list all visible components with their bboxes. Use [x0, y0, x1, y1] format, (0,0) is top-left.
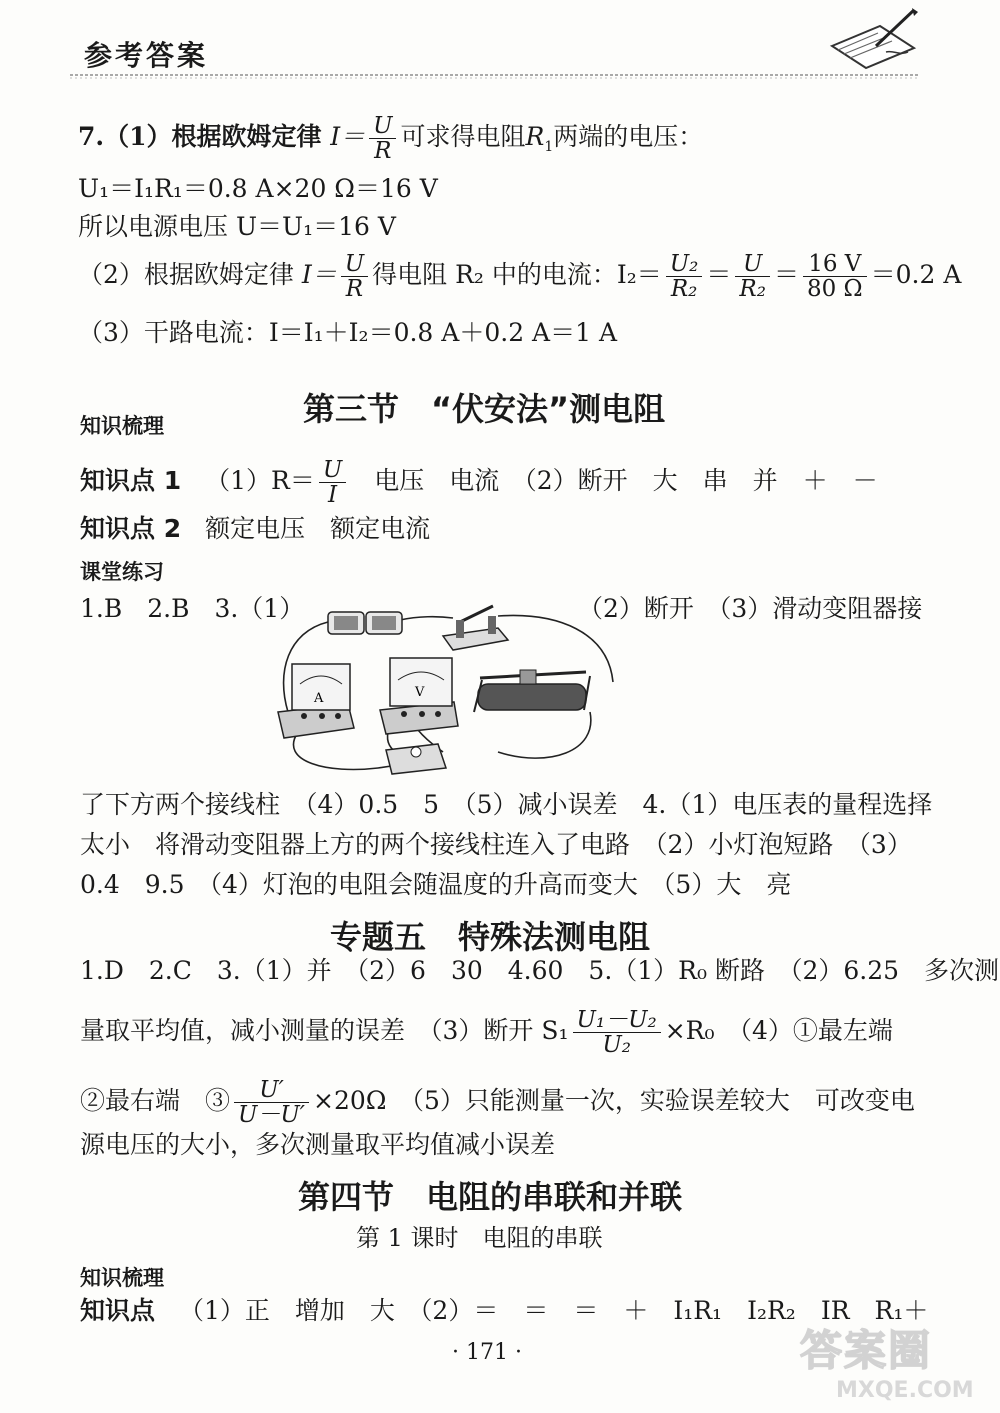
watermark-url: MXQE.COM: [836, 1378, 974, 1403]
t5-l2-b: ×R₀ （4）①最左端: [664, 1016, 893, 1045]
frac-denominator: I: [327, 482, 338, 508]
kp1-b: 电压 电流 （2）断开 大 串 并 ＋ －: [374, 466, 878, 495]
notebook-pen-icon: [826, 6, 922, 72]
q7-end: 两端的电压：: [553, 122, 704, 151]
voltmeter-icon: [380, 658, 458, 734]
frac-numerator: U: [735, 252, 770, 277]
s3-text-2: 太小 将滑动变阻器上方的两个接线柱连入了电路 （2）小灯泡短路 （3）: [80, 830, 912, 859]
value-fraction: [803, 252, 867, 301]
t5-l3-a: ②最右端 ③: [80, 1086, 231, 1115]
voltmeter-label: V: [415, 685, 425, 700]
kp1-line: [80, 458, 878, 507]
frac-denominator: R: [374, 138, 392, 164]
s3-text-1: 了下方两个接线柱 （4）0.5 5 （5）减小误差 4.（1）电压表的量程选择: [80, 790, 933, 819]
q7-suffix: 可求得电阻: [400, 122, 526, 151]
r-u-i-fraction: [319, 458, 346, 507]
battery-icon: [328, 612, 402, 634]
section4-zhishi: 知识梳理: [80, 1266, 164, 1290]
u2-r2-fraction: [666, 252, 703, 301]
q7-p2-mid: 得电阻 R₂ 中的电流：I₂＝: [372, 260, 662, 289]
t5-l2-a: 量取平均值，减小测量的误差 （3）断开 S₁: [80, 1016, 569, 1045]
kp2-label: 知识点 2: [80, 514, 182, 543]
s4-kp-label: 知识点: [80, 1296, 156, 1325]
t5-l3-b: ×20Ω （5）只能测量一次，实验误差较大 可改变电: [313, 1086, 915, 1115]
topic5-title: 专题五 特殊法测电阻: [330, 918, 651, 956]
eq-sign: ＝: [773, 260, 799, 289]
u-prime-fraction: [234, 1078, 309, 1127]
q7-line-1: [78, 114, 703, 163]
page-number: 171: [466, 1340, 508, 1365]
q7-line-5: （3）干路电流：I＝I₁＋I₂＝0.8 A＋0.2 A＝1 A: [78, 318, 618, 347]
header-title: 参考答案: [84, 39, 209, 72]
page-number-line: [452, 1340, 522, 1365]
q7-line-3: 所以电源电压 U＝U₁＝16 V: [78, 212, 396, 241]
t5-line-4: 源电压的大小，多次测量取平均值减小误差: [80, 1130, 556, 1159]
t5-line-3: [80, 1078, 915, 1127]
frac-numerator: U: [369, 114, 396, 139]
frac-numerator: U: [319, 458, 346, 483]
lamp-icon: [386, 744, 446, 774]
q7-I: I＝: [330, 122, 366, 151]
frac-denominator: 80 Ω: [806, 276, 863, 302]
kp2-line: [80, 514, 430, 544]
section4-subtitle: 第 1 课时 电阻的串联: [356, 1224, 603, 1252]
t5-line-1: 1.D 2.C 3.（1）并 （2）6 30 4.60 5.（1）R₀ 断路 （2）6.25 多次测: [80, 956, 1000, 985]
frac-denominator: U₂: [602, 1032, 631, 1058]
u1-u2-fraction: [573, 1008, 661, 1057]
frac-numerator: U₁－U₂: [573, 1008, 661, 1033]
section4-title: 第四节 电阻的串联和并联: [298, 1178, 683, 1216]
s3-ans-right: （2）断开 （3）滑动变阻器接: [578, 594, 923, 623]
s3-ans-left: 1.B 2.B 3.（1）: [80, 594, 305, 623]
q7-prefix: 7.（1）根据欧姆定律: [78, 122, 331, 151]
kp1-a: （1）R＝: [205, 466, 315, 495]
q7-p2-I: I＝: [301, 260, 337, 289]
q7-p2-prefix: （2）根据欧姆定律: [78, 260, 302, 289]
frac-denominator: R: [345, 276, 364, 302]
s3-text-3: 0.4 9.5 （4）灯泡的电阻会随温度的升高而变大 （5）大 亮: [80, 870, 792, 899]
q7-line-4: [78, 252, 961, 301]
page-dot-right: ·: [515, 1340, 522, 1365]
t5-line-2: [80, 1008, 893, 1057]
frac-numerator: U₂: [666, 252, 703, 277]
section3-zhishi: 知识梳理: [80, 414, 164, 438]
q7-line-2: U₁＝I₁R₁＝0.8 A×20 Ω＝16 V: [78, 174, 438, 203]
section3-title: 第三节 “伏安法”测电阻: [303, 390, 666, 428]
header-divider: [70, 72, 920, 80]
circuit-diagram: [268, 592, 618, 780]
switch-icon: [443, 606, 508, 650]
page-dot-left: ·: [452, 1340, 459, 1365]
rheostat-icon: [474, 670, 590, 712]
frac-numerator: U′: [234, 1078, 309, 1103]
frac-denominator: R₂: [739, 276, 766, 302]
q7-R1-sub: 1: [544, 139, 554, 155]
watermark-logo: 答案圈: [800, 1326, 933, 1375]
eq-sign: ＝: [706, 260, 732, 289]
section3-ketang: 课堂练习: [80, 560, 164, 584]
frac-denominator: U－U′: [238, 1102, 306, 1128]
frac-denominator: R₂: [670, 276, 698, 302]
frac-numerator: U: [341, 252, 368, 277]
kp1-label: 知识点 1: [80, 466, 182, 495]
ohm-law-fraction: [369, 114, 396, 163]
q7-p2-end: ＝0.2 A: [870, 260, 962, 289]
ammeter-icon: [278, 664, 354, 738]
frac-numerator: 16 V: [803, 252, 867, 277]
s4-kp-text: （1）正 增加 大 （2）＝ ＝ ＝ ＋ I₁R₁ I₂R₂ IR R₁＋: [179, 1296, 929, 1325]
q7-R1: R: [525, 122, 545, 151]
kp2-text: 额定电压 额定电流: [205, 514, 431, 543]
ammeter-label: A: [314, 691, 324, 706]
u-r2-fraction: [735, 252, 770, 301]
ohm-law-fraction-2: [341, 252, 368, 301]
